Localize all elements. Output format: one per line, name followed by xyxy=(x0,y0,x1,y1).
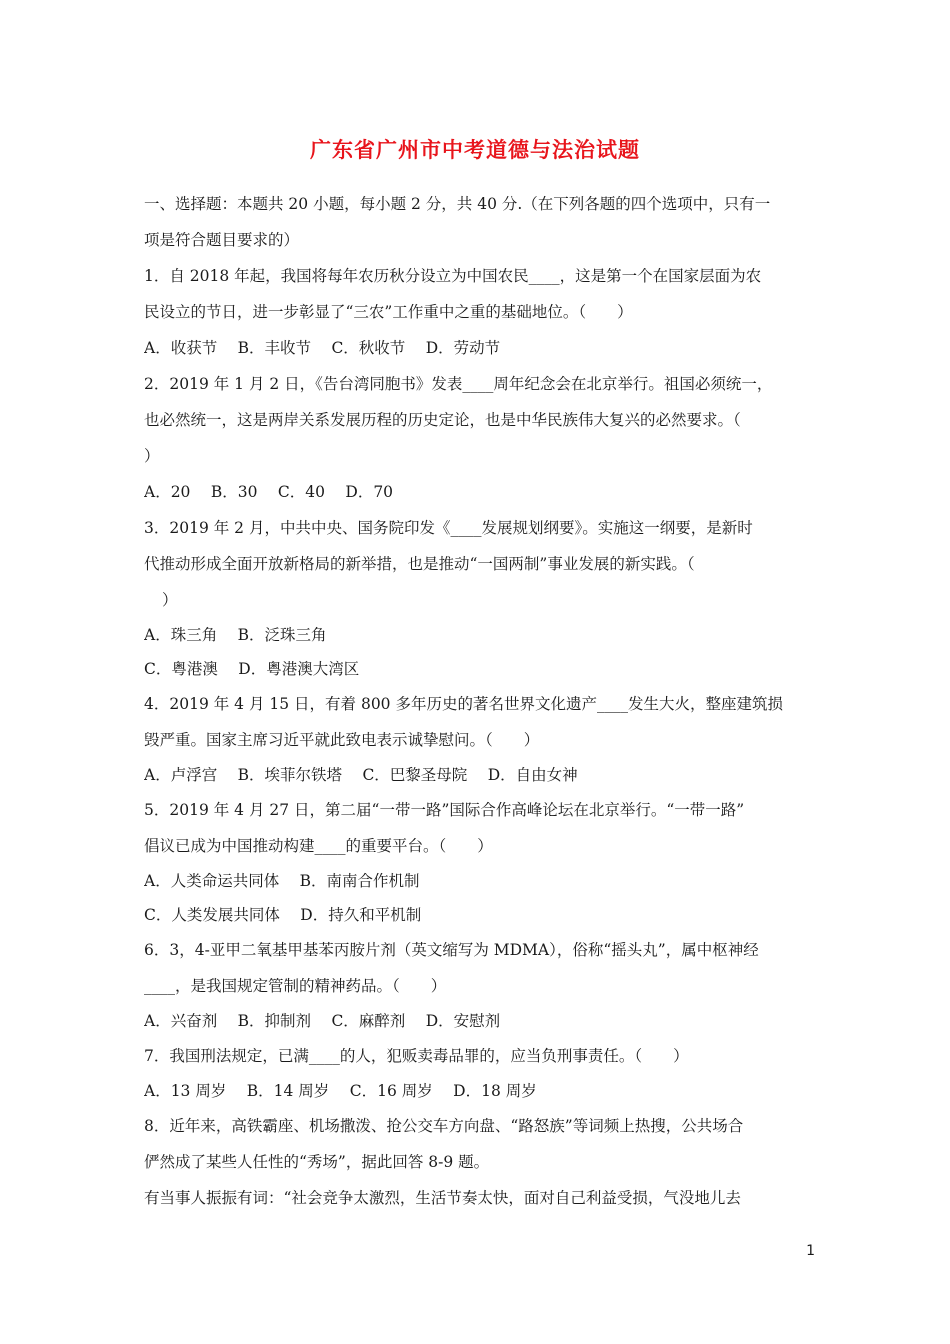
text-line: 4．2019 年 4 月 15 日，有着 800 多年历史的著名世界文化遗产____发生大火，整座建筑损 xyxy=(144,695,783,713)
text-line: 一、选择题：本题共 20 小题，每小题 2 分，共 40 分.（在下列各题的四个选项中，只有一 xyxy=(144,195,771,213)
question-body xyxy=(144,186,808,1216)
text-line: A．卢浮宫 B．埃菲尔铁塔 C．巴黎圣母院 D．自由女神 xyxy=(144,766,578,784)
text-line: ） xyxy=(162,591,178,609)
text-line: 俨然成了某些人任性的“秀场”，据此回答 8-9 题。 xyxy=(144,1153,490,1171)
text-line: A．收获节 B．丰收节 C．秋收节 D．劳动节 xyxy=(144,339,501,357)
text-line: A．人类命运共同体 B．南南合作机制 xyxy=(144,872,420,890)
text-line: C．粤港澳 D．粤港澳大湾区 xyxy=(144,660,360,678)
text-line: A．20 B．30 C．40 D．70 xyxy=(144,483,394,501)
text-line: 项是符合题目要求的） xyxy=(144,231,300,249)
text-line: A．兴奋剂 B．抑制剂 C．麻醉剂 D．安慰剂 xyxy=(144,1012,501,1030)
text-line: 2．2019 年 1 月 2 日，《告台湾同胞书》发表____周年纪念会在北京举行。祖国必须统一， xyxy=(144,375,773,393)
text-line: 8．近年来，高铁霸座、机场撒泼、抢公交车方向盘、“路怒族”等词频上热搜，公共场合 xyxy=(144,1117,744,1135)
text-line: 倡议已成为中国推动构建____的重要平台。（ ） xyxy=(144,837,493,855)
text-line: 1．自 2018 年起，我国将每年农历秋分设立为中国农民____，这是第一个在国家层面为农 xyxy=(144,267,762,285)
text-line: C．人类发展共同体 D．持久和平机制 xyxy=(144,906,422,924)
page-number: 1 xyxy=(806,1243,815,1259)
text-line: 7．我国刑法规定，已满____的人，犯贩卖毒品罪的，应当负刑事责任。（ ） xyxy=(144,1047,689,1065)
text-line: 民设立的节日，进一步彰显了“三农”工作重中之重的基础地位。（ ） xyxy=(144,303,633,321)
text-line: ____，是我国规定管制的精神药品。（ ） xyxy=(144,977,447,995)
text-line: A．13 周岁 B．14 周岁 C．16 周岁 D．18 周岁 xyxy=(144,1082,537,1100)
text-line: A．珠三角 B．泛珠三角 xyxy=(144,626,327,644)
text-line: 6．3，4-亚甲二氧基甲基苯丙胺片剂（英文缩写为 MDMA），俗称“摇头丸”，属中枢神经 xyxy=(144,941,759,959)
text-line: 毁严重。国家主席习近平就此致电表示诚挚慰问。（ ） xyxy=(144,731,540,749)
text-line: 有当事人振振有词：“社会竞争太激烈，生活节奏太快，面对自己利益受损，气没地儿去 xyxy=(144,1189,741,1207)
page-title: 广东省广州市中考道德与法治试题 xyxy=(310,138,640,162)
text-line: 3．2019 年 2 月，中共中央、国务院印发《____发展规划纲要》。实施这一纲要，是新时 xyxy=(144,519,753,537)
text-line: 5．2019 年 4 月 27 日，第二届“一带一路”国际合作高峰论坛在北京举行。“一带一路” xyxy=(144,801,745,819)
text-line: ） xyxy=(144,447,160,465)
text-line: 代推动形成全面开放新格局的新举措，也是推动“一国两制”事业发展的新实践。（ xyxy=(144,555,695,573)
text-line: 也必然统一，这是两岸关系发展历程的历史定论，也是中华民族伟大复兴的必然要求。（ xyxy=(144,411,741,429)
